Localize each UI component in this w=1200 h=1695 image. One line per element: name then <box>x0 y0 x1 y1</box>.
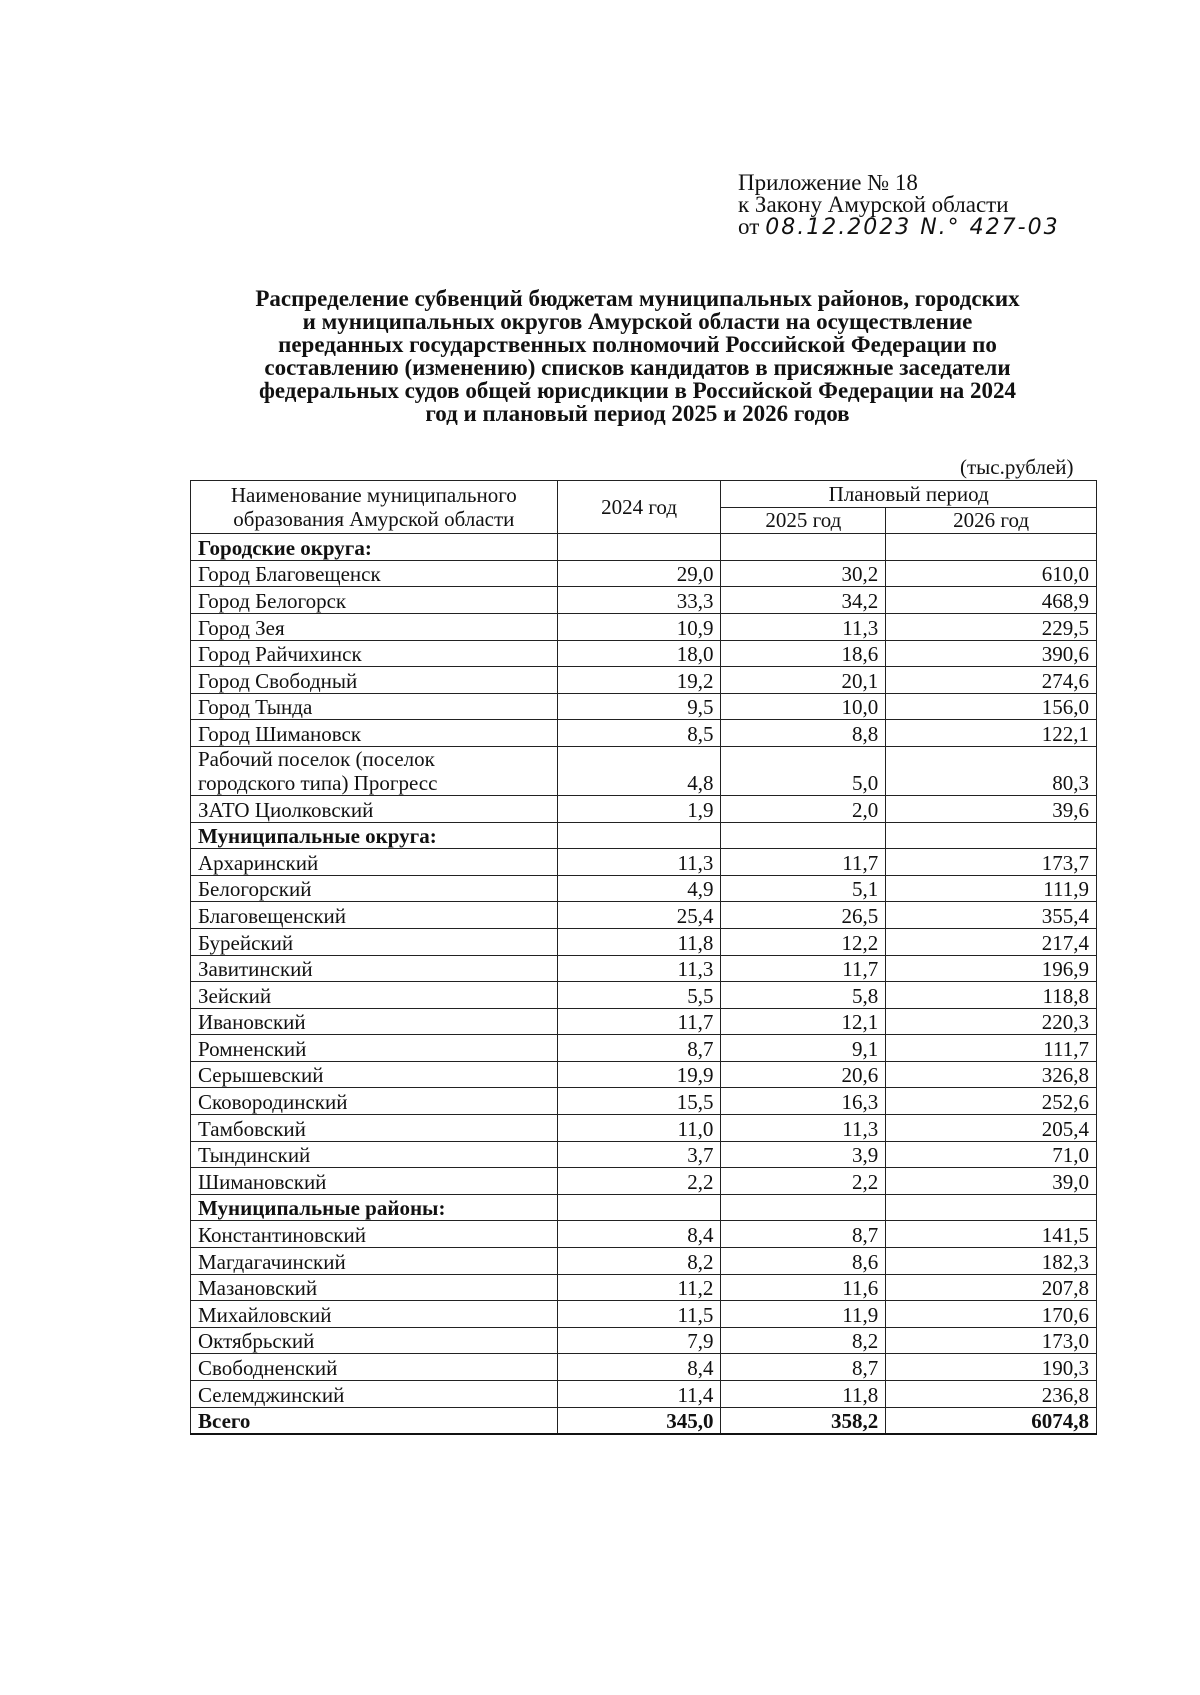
value-cell-2024: 8,2 <box>557 1248 721 1275</box>
value-cell-2025: 11,3 <box>721 613 886 640</box>
table-row <box>191 1141 1097 1168</box>
value-cell-2026: 252,6 <box>886 1088 1097 1115</box>
value-cell-2026: 170,6 <box>886 1301 1097 1328</box>
value-cell-2024: 9,5 <box>557 693 721 720</box>
municipality-name-cell: Город Зея <box>191 613 558 640</box>
value-cell-2026: 205,4 <box>886 1115 1097 1142</box>
appendix-law-ref: к Закону Амурской области <box>738 192 1009 217</box>
municipality-name-cell: Бурейский <box>191 928 558 955</box>
value-cell-2024: 11,7 <box>557 1008 721 1035</box>
value-cell-2026: 173,7 <box>886 849 1097 876</box>
value-cell-2026: 111,7 <box>886 1035 1097 1062</box>
value-cell-2024: 4,8 <box>557 746 721 795</box>
table-row <box>191 1327 1097 1354</box>
table-row <box>191 693 1097 720</box>
value-cell-2025: 12,1 <box>721 1008 886 1035</box>
value-cell-2026: 71,0 <box>886 1141 1097 1168</box>
value-cell-2025: 5,8 <box>721 982 886 1009</box>
value-cell-2024: 8,7 <box>557 1035 721 1062</box>
value-cell-2025: 11,6 <box>721 1274 886 1301</box>
table-row <box>191 1115 1097 1142</box>
subsidy-table <box>190 480 1097 1435</box>
value-cell-2024: 11,2 <box>557 1274 721 1301</box>
title-line: переданных государственных полномочий Российской Федерации по <box>278 332 997 357</box>
municipality-name-cell: Селемджинский <box>191 1381 558 1408</box>
value-cell-2026: 39,6 <box>886 795 1097 822</box>
table-row <box>191 1168 1097 1195</box>
municipality-name-cell: Михайловский <box>191 1301 558 1328</box>
value-cell-2024: 5,5 <box>557 982 721 1009</box>
section-row <box>191 534 1097 561</box>
value-cell-2026: 229,5 <box>886 613 1097 640</box>
value-cell-2025: 8,6 <box>721 1248 886 1275</box>
table-row <box>191 640 1097 667</box>
value-cell-2025: 26,5 <box>721 902 886 929</box>
empty-cell <box>721 534 886 561</box>
municipality-name-cell: Октябрьский <box>191 1327 558 1354</box>
value-cell-2026: 326,8 <box>886 1061 1097 1088</box>
table-row <box>191 720 1097 747</box>
value-cell-2026: 122,1 <box>886 720 1097 747</box>
header-2024: 2024 год <box>557 481 721 534</box>
municipality-name-cell: Город Райчихинск <box>191 640 558 667</box>
value-cell-2026: 217,4 <box>886 928 1097 955</box>
title-line: федеральных судов общей юрисдикции в Российской Федерации на 2024 <box>258 378 1016 403</box>
total-row <box>191 1407 1097 1434</box>
value-cell-2026: 274,6 <box>886 667 1097 694</box>
value-cell-2026: 220,3 <box>886 1008 1097 1035</box>
value-cell-2026: 207,8 <box>886 1274 1097 1301</box>
section-row <box>191 822 1097 849</box>
municipality-name-cell: Шимановский <box>191 1168 558 1195</box>
value-cell-2024: 11,5 <box>557 1301 721 1328</box>
table-row <box>191 560 1097 587</box>
value-cell-2025: 20,1 <box>721 667 886 694</box>
value-cell-2024: 11,3 <box>557 849 721 876</box>
municipality-name-cell: Белогорский <box>191 875 558 902</box>
value-cell-2026: 141,5 <box>886 1221 1097 1248</box>
header-name-line: образования Амурской области <box>233 507 515 532</box>
value-cell-2025: 11,7 <box>721 955 886 982</box>
table-body <box>191 534 1097 1435</box>
appendix-date-line <box>738 216 1060 239</box>
empty-cell <box>721 1194 886 1221</box>
value-cell-2024: 19,2 <box>557 667 721 694</box>
value-cell-2025: 30,2 <box>721 560 886 587</box>
municipality-name-cell: Ивановский <box>191 1008 558 1035</box>
table-row <box>191 875 1097 902</box>
municipality-name-cell: Ромненский <box>191 1035 558 1062</box>
table-row <box>191 1381 1097 1408</box>
municipality-name-cell: Завитинский <box>191 955 558 982</box>
table-row <box>191 982 1097 1009</box>
municipality-name-cell: Константиновский <box>191 1221 558 1248</box>
section-title: Городские округа: <box>191 534 558 561</box>
table-row <box>191 1221 1097 1248</box>
value-cell-2025: 8,8 <box>721 720 886 747</box>
table-row <box>191 928 1097 955</box>
value-cell-2025: 8,7 <box>721 1354 886 1381</box>
municipality-name-cell: Магдагачинский <box>191 1248 558 1275</box>
value-cell-2025: 9,1 <box>721 1035 886 1062</box>
value-cell-2024: 8,4 <box>557 1354 721 1381</box>
value-cell-2024: 11,3 <box>557 955 721 982</box>
table-row <box>191 955 1097 982</box>
value-cell-2024: 18,0 <box>557 640 721 667</box>
table-row <box>191 746 1097 795</box>
value-cell-2024: 11,0 <box>557 1115 721 1142</box>
header-name-line: Наименование муниципального <box>230 483 517 508</box>
municipality-name-cell: Город Свободный <box>191 667 558 694</box>
header-planned-period: Плановый период <box>721 481 1097 508</box>
value-cell-2024: 10,9 <box>557 613 721 640</box>
total-value-2024: 345,0 <box>557 1407 721 1434</box>
table-row <box>191 1035 1097 1062</box>
header-2026: 2026 год <box>886 507 1097 534</box>
title-line: год и плановый период 2025 и 2026 годов <box>425 401 850 426</box>
value-cell-2024: 29,0 <box>557 560 721 587</box>
value-cell-2024: 25,4 <box>557 902 721 929</box>
value-cell-2026: 355,4 <box>886 902 1097 929</box>
municipality-name-cell: Благовещенский <box>191 902 558 929</box>
value-cell-2025: 5,1 <box>721 875 886 902</box>
municipality-name-cell: Город Благовещенск <box>191 560 558 587</box>
appendix-block <box>738 172 1060 239</box>
value-cell-2024: 2,2 <box>557 1168 721 1195</box>
handwritten-date-number: 08.12.2023 N.° 427-03 <box>765 215 1060 240</box>
value-cell-2025: 11,7 <box>721 849 886 876</box>
title-line: и муниципальных округов Амурской области на осуществление <box>302 309 973 334</box>
value-cell-2024: 7,9 <box>557 1327 721 1354</box>
table-row <box>191 1354 1097 1381</box>
total-value-2026: 6074,8 <box>886 1407 1097 1434</box>
table-row <box>191 1008 1097 1035</box>
value-cell-2026: 610,0 <box>886 560 1097 587</box>
section-row <box>191 1194 1097 1221</box>
table-row <box>191 613 1097 640</box>
municipality-name-cell: Тамбовский <box>191 1115 558 1142</box>
value-cell-2026: 173,0 <box>886 1327 1097 1354</box>
table-row <box>191 667 1097 694</box>
value-cell-2025: 5,0 <box>721 746 886 795</box>
value-cell-2024: 8,4 <box>557 1221 721 1248</box>
value-cell-2025: 8,2 <box>721 1327 886 1354</box>
total-value-2025: 358,2 <box>721 1407 886 1434</box>
value-cell-2024: 11,8 <box>557 928 721 955</box>
value-cell-2024: 8,5 <box>557 720 721 747</box>
value-cell-2026: 196,9 <box>886 955 1097 982</box>
value-cell-2024: 33,3 <box>557 587 721 614</box>
value-cell-2024: 4,9 <box>557 875 721 902</box>
value-cell-2025: 11,9 <box>721 1301 886 1328</box>
value-cell-2026: 156,0 <box>886 693 1097 720</box>
value-cell-2025: 10,0 <box>721 693 886 720</box>
value-cell-2025: 16,3 <box>721 1088 886 1115</box>
header-name-cell <box>191 481 558 534</box>
value-cell-2024: 15,5 <box>557 1088 721 1115</box>
table-row <box>191 1248 1097 1275</box>
empty-cell <box>557 1194 721 1221</box>
header-2025: 2025 год <box>721 507 886 534</box>
value-cell-2026: 111,9 <box>886 875 1097 902</box>
value-cell-2026: 118,8 <box>886 982 1097 1009</box>
value-cell-2025: 20,6 <box>721 1061 886 1088</box>
value-cell-2025: 3,9 <box>721 1141 886 1168</box>
municipality-name-cell: Город Шимановск <box>191 720 558 747</box>
value-cell-2025: 12,2 <box>721 928 886 955</box>
section-title: Муниципальные районы: <box>191 1194 558 1221</box>
table-row <box>191 587 1097 614</box>
value-cell-2024: 11,4 <box>557 1381 721 1408</box>
value-cell-2026: 182,3 <box>886 1248 1097 1275</box>
municipality-name-cell: ЗАТО Циолковский <box>191 795 558 822</box>
empty-cell <box>886 1194 1097 1221</box>
value-cell-2026: 190,3 <box>886 1354 1097 1381</box>
table-row <box>191 1061 1097 1088</box>
table-row <box>191 1301 1097 1328</box>
empty-cell <box>886 534 1097 561</box>
table-header-row <box>191 481 1097 508</box>
municipality-name-line: городского типа) Прогресс <box>198 770 438 795</box>
municipality-name-line: Рабочий поселок (поселок <box>198 746 435 771</box>
empty-cell <box>886 822 1097 849</box>
empty-cell <box>557 534 721 561</box>
title-line: составлению (изменению) списков кандидатов в присяжные заседатели <box>264 355 1011 380</box>
value-cell-2024: 3,7 <box>557 1141 721 1168</box>
value-cell-2025: 8,7 <box>721 1221 886 1248</box>
municipality-name-cell: Тындинский <box>191 1141 558 1168</box>
section-title: Муниципальные округа: <box>191 822 558 849</box>
value-cell-2025: 18,6 <box>721 640 886 667</box>
table-row <box>191 902 1097 929</box>
value-cell-2024: 1,9 <box>557 795 721 822</box>
appendix-date-prefix: от <box>738 214 760 239</box>
value-cell-2025: 2,2 <box>721 1168 886 1195</box>
municipality-name-cell: Сковородинский <box>191 1088 558 1115</box>
municipality-name-cell: Мазановский <box>191 1274 558 1301</box>
unit-label: (тыс.рублей) <box>960 455 1074 479</box>
empty-cell <box>557 822 721 849</box>
municipality-name-cell: Город Тында <box>191 693 558 720</box>
value-cell-2026: 39,0 <box>886 1168 1097 1195</box>
document-title <box>180 287 1095 425</box>
value-cell-2026: 236,8 <box>886 1381 1097 1408</box>
table-row <box>191 795 1097 822</box>
title-line: Распределение субвенций бюджетам муниципальных районов, городских <box>255 286 1020 311</box>
table-row <box>191 1088 1097 1115</box>
value-cell-2025: 2,0 <box>721 795 886 822</box>
value-cell-2025: 34,2 <box>721 587 886 614</box>
table-row <box>191 849 1097 876</box>
municipality-name-cell: Свободненский <box>191 1354 558 1381</box>
municipality-name-cell: Зейский <box>191 982 558 1009</box>
value-cell-2025: 11,3 <box>721 1115 886 1142</box>
municipality-name-cell <box>191 746 558 795</box>
value-cell-2026: 80,3 <box>886 746 1097 795</box>
municipality-name-cell: Город Белогорск <box>191 587 558 614</box>
value-cell-2025: 11,8 <box>721 1381 886 1408</box>
table-row <box>191 1274 1097 1301</box>
value-cell-2026: 468,9 <box>886 587 1097 614</box>
total-label: Всего <box>191 1407 558 1434</box>
municipality-name-cell: Серышевский <box>191 1061 558 1088</box>
empty-cell <box>721 822 886 849</box>
value-cell-2026: 390,6 <box>886 640 1097 667</box>
municipality-name-cell: Архаринский <box>191 849 558 876</box>
value-cell-2024: 19,9 <box>557 1061 721 1088</box>
appendix-number: Приложение № 18 <box>738 170 918 195</box>
